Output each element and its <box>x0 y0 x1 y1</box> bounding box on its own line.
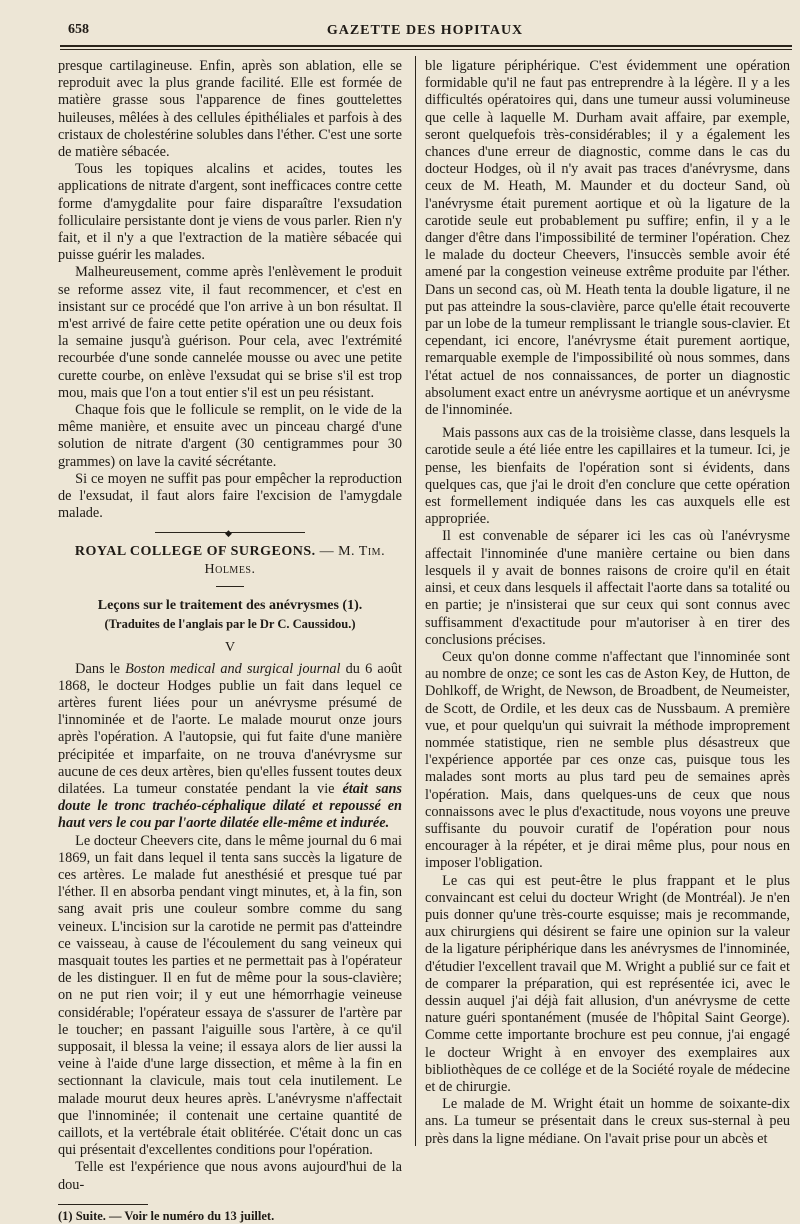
paragraph: Malheureusement, comme après l'enlèvement le produit se reforme assez vite, il faut recommencer, et c'est en insistant sur ce procédé que l'on arrive à un bon résultat. Il m'est arrivé de faire cette petite opération une ou deux fois la semaine jusqu'à guérison. Pour cela, avec l'extrémité recourbée d'une sonde cannelée mousse ou avec une petite curette courbe, on enlève l'exsudat qui se brise s'il est trop mou, mais que l'on a tout entier s'il est un peu résistant. <box>58 264 402 401</box>
journal-name: Boston medical and surgical journal <box>125 660 341 677</box>
header-rule <box>60 45 792 47</box>
paragraph: Le cas qui est peut-être le plus frappant et le plus convaincant est celui du docteur Wright (de Montréal). Je n'en puis donner qu'une très-courte esquisse; mais je recommande, aux chirurgiens qui désirent se faire une opinion sur la valeur de la ligature périphérique dans les anévrysmes de l'innominée, d'étudier l'excellent travail que M. Wright a publié sur ce fait et de comparer la préparation, qui est représentée ici, avec le dessin auquel j'ai déjà fait allusion, d'un anévrysme de cette nature guéri spontanément (musée de l'hôpital Saint George). Comme cette importante brochure est peu connue, j'ai engagé le docteur Wright à en envoyer des exemplaires aux bibliothèques de ce collége et de la Société royale de médecine et de chirurgie. <box>425 872 790 1095</box>
column-divider <box>415 56 416 1146</box>
header-rule-thin <box>60 49 792 50</box>
section-author: — M. Tim. Holmes. <box>204 544 386 577</box>
paragraph: Le docteur Cheevers cite, dans le même journal du 6 mai 1869, un fait dans lequel il tenta sans succès la ligature de ces artères. Le malade fut anesthésié et presque tué par l'éther. Il en absorba pendant vingt minutes, et, à la fin, son sang avait pris une couleur sombre comme du sang veineux. L'incision sur la carotide ne permit pas d'atteindre ce vaisseau, à cause de l'écoulement du sang veineux qui masquait toutes les parties et ne permettait pas à l'opérateur de les distinguer. Il en fut de même pour la sous-clavière; on ne put rien voir; il y eut une hémorrhagie veineuse considérable; l'opérateur essaya de s'assurer de l'artère par le toucher; en passant l'aiguille sous l'artère, à ce qu'il supposait, il blessa la veine; il essaya alors de lier aussi la veine à l'aide d'une large dissection, et même à la fin en sectionnant la clavicule, mais tout cela inutilement. Le malade mourut deux heures après. L'anévrysme n'affectait que l'innominée; il contenait une certaine quantité de caillots, et la vertébrale était oblitérée. C'était donc un cas qui présentait d'excellentes conditions pour l'opération. <box>58 832 402 1159</box>
section-title-text: ROYAL COLLEGE OF SURGEONS. <box>74 544 316 560</box>
paragraph: Telle est l'expérience que nous avons aujourd'hui de la dou- <box>58 1159 402 1193</box>
text-run: du 6 août 1868, le docteur Hodges publie un fait dans lequel ce artères furent liées pour un anévrysme présumé de l'innominée et de l'aorte. Le malade mourut onze jours après l'opération. A l'autopsie, qui fut faite d'une manière précipitée et imparfaite, on ne trouva d'anévrysme sur aucune de ces deux artères, bien qu'elles fussent toutes deux dilatées. La tumeur constatée pendant la vie <box>58 660 402 797</box>
footnote: (1) Suite. — Voir le numéro du 13 juillet. <box>58 1208 275 1223</box>
translation-note: (Traduites de l'anglais par le Dr C. Caussidou.) <box>104 617 356 632</box>
page-number: 658 <box>68 22 89 37</box>
paragraph: Si ce moyen ne suffit pas pour empêcher la reproduction de l'exsudat, il faut alors faire l'excision de l'amygdale malade. <box>58 470 402 522</box>
footnote-rule <box>58 1204 148 1205</box>
left-column <box>58 58 402 1224</box>
lecture-title: Leçons sur le traitement des anévrysmes (1). <box>97 597 363 613</box>
paragraph: Ceux qu'on donne comme n'affectant que l'innominée sont au nombre de onze; ce sont les cas de Aston Key, de Hutton, de Dohlkoff, de Wright, de Newson, de Broadbent, de Neumeister, de Scott, de Ordile, et les deux cas de Nussbaum. A première vue, et pour quelqu'un qui suivrait la méthode improprement nommée statistique, rien ne semble plus désastreux que l'expérience apportée par ces onze cas, puisque tous les malades sont morts au plus tard peu de semaines après l'opération. Mais, dans quelques-uns de ceux que nous connaissons avec le plus d'exactitude, nous voyons une preuve suffisante du pouvoir curatif de l'opération pour nous encourager à la répéter, et je dirai même plus, pour nous en imposer l'obligation. <box>425 648 790 872</box>
right-column <box>425 58 790 1148</box>
divider-ornament: ◆ <box>225 528 232 539</box>
section-title <box>58 543 402 577</box>
paragraph: Chaque fois que le follicule se remplit, on le vide de la même manière, et ensuite avec un pinceau chargé d'une solution de nitrate d'argent (30 centigrammes pour 30 grammes) on lave la cavité sécrétante. <box>58 402 402 470</box>
paragraph-boston <box>58 661 402 833</box>
journal-title: GAZETTE DES HOPITAUX <box>326 23 524 38</box>
page-header <box>60 18 790 44</box>
paragraph: Mais passons aux cas de la troisième classe, dans lesquels la carotide seule a été liée entre les capillaires et la tumeur. Ici, je pense, les bienfaits de l'opération sont si évidents, dans quelques cas, que j'ai le droit d'en conclure que cette opération est formellement indiquée dans les cas auxquels elle est appropriée. <box>425 425 790 528</box>
part-number: V <box>224 640 236 656</box>
paragraph: Tous les topiques alcalins et acides, toutes les applications de nitrate d'argent, sont inefficaces contre cette forme d'amygdalite pour faire disparaître l'exsudation folliculaire persistante dont je viens de vous parler. Rien n'y fait, et il n'y a que l'extraction de la matière sébacée qui puisse guérir les malades. <box>58 161 402 264</box>
emphasized-text: était sans doute le tronc trachéo-céphalique dilaté et repoussé en haut vers le cou par l'aorte dilatée elle-même et indurée. <box>58 780 402 832</box>
short-divider <box>216 586 244 587</box>
paragraph: presque cartilagineuse. Enfin, après son ablation, elle se reproduit avec la plus grande facilité. Elle est formée de matière grasse sous l'apparence de fines gouttelettes huileuses, mêlées à des cellules épithéliales et parfois à des cristaux de cholestérine solubles dans l'éther. C'est une sorte de matière sébacée. <box>58 58 402 161</box>
paragraph: Il est convenable de séparer ici les cas où l'anévrysme affectait l'innominée d'une manière certaine ou bien dans lesquels il y avait de bonnes raisons de croire qu'il en était ainsi, et ceux dans lesquels il affectait l'aorte dans sa totalité ou en partie; je n'insisterai que sur ceux qui sont connus avec suffisamment d'exactitude pour m'autoriser à en tirer des conclusions précises. <box>425 528 790 648</box>
paragraph: ble ligature périphérique. C'est évidemment une opération formidable qu'il ne faut pas entreprendre à la légère. Il y a les difficultés opératoires qui, dans une tumeur aussi volumineuse que celle à laquelle M. Durham avait affaire, par exemple, seront quelquefois très-considérables; il y a également les chances d'une erreur de diagnostic, comme dans le cas du docteur Hodges, où il n'y avait pas traces d'anévrysme, dans ceux de M. Heath, M. Maunder et du docteur Sand, où l'anévrysme était purement aortique et où la ligature de la carotide seule eut probablement pu suffire; enfin, il y a le danger d'être dans l'impossibilité de terminer l'opération. Chez le malade du docteur Cheevers, l'insuccès semble avoir été amené par la congestion veineuse extrême produite par l'éther. Dans un second cas, où M. Heath tenta la double ligature, il ne put pas atteindre la sous-clavière, parce qu'elle était recouverte par un lobe de la tumeur remplissant le triangle sous-clavier. Et cependant, ici encore, l'anévrysme était purement aortique, remarquable exemple de l'impossibilité où nous sommes, dans l'état actuel de nos connaissances, de porter un diagnostic absolument exact entre un anévrysme aortique et un anévrysme de l'innominée. <box>425 58 790 419</box>
text-run: Dans le <box>75 660 126 677</box>
paragraph: Le malade de M. Wright était un homme de soixante-dix ans. La tumeur se présentait dans le creux sus-sternal à peu près dans la ligne médiane. On l'avait prise pour un abcès et <box>425 1096 790 1147</box>
section-divider <box>155 528 305 539</box>
